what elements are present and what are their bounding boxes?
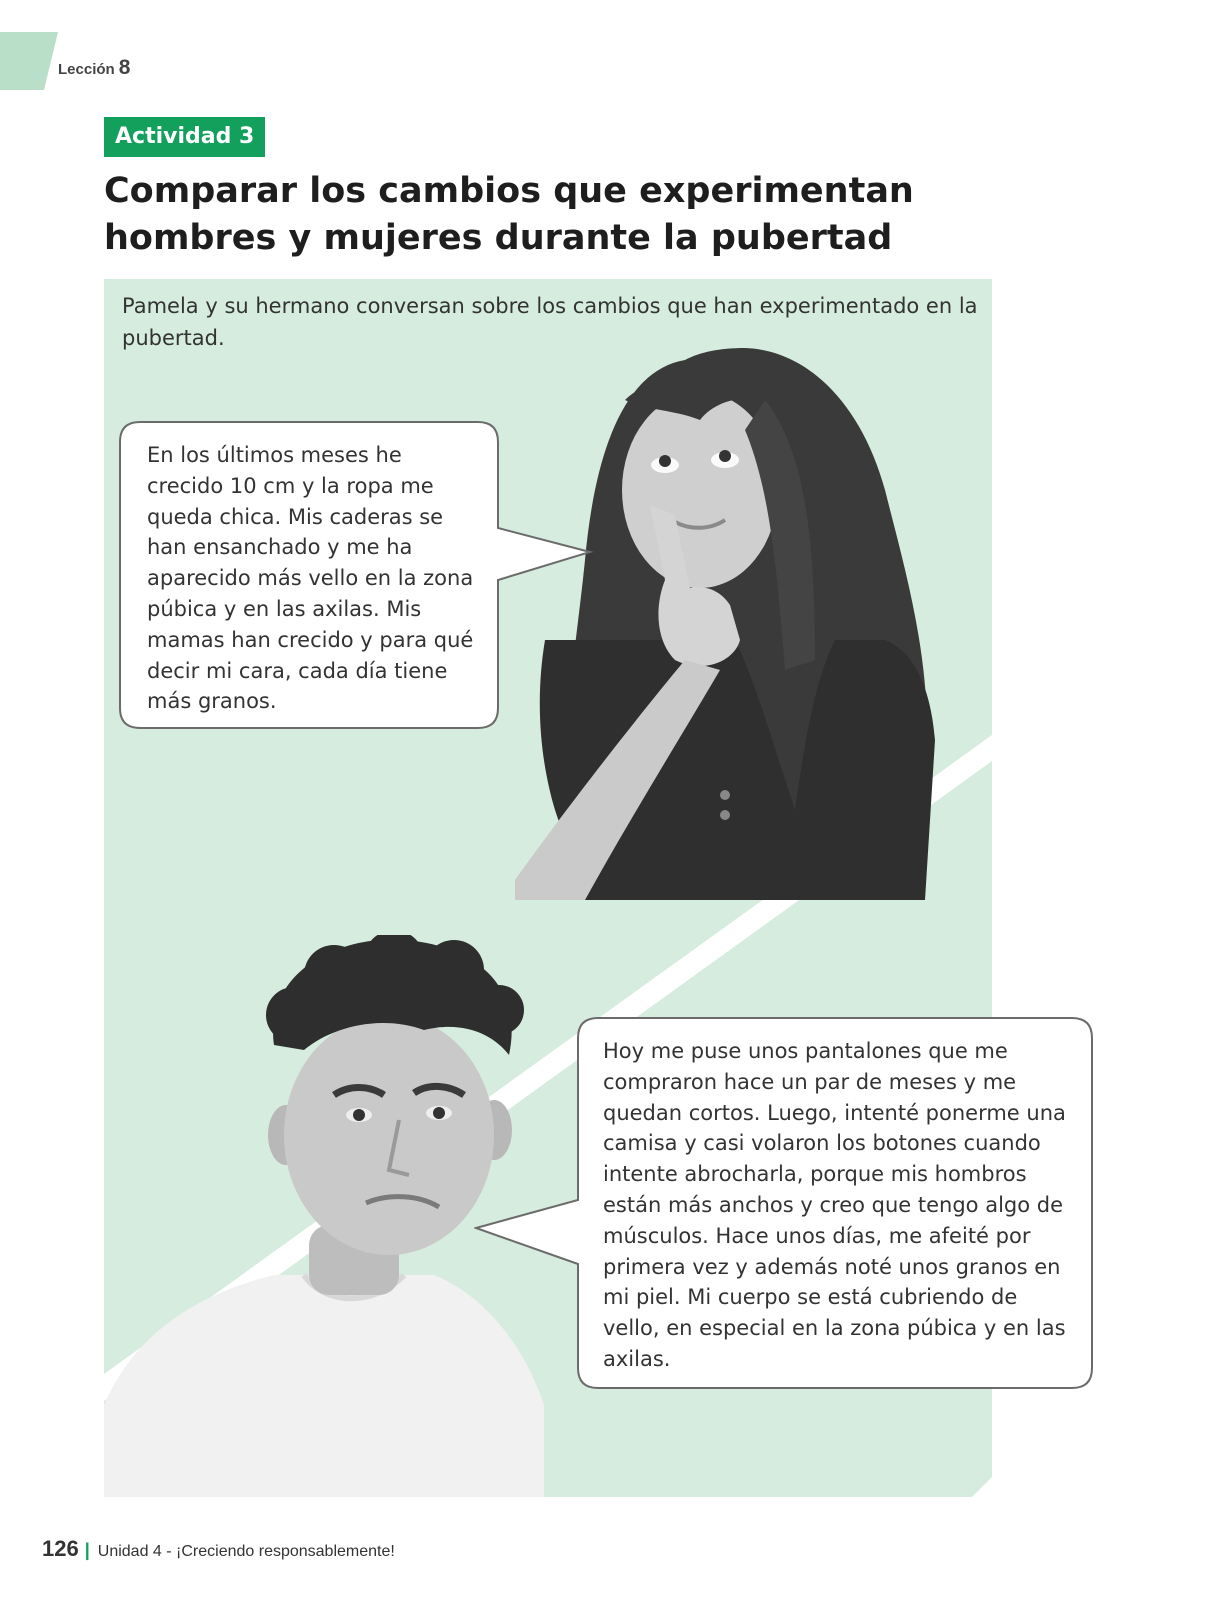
unit-title: Unidad 4 - ¡Creciendo responsablemente! [97,1543,395,1560]
intro-text: Pamela y su hermano conversan sobre los cambios que han experimentado en la pubertad. [122,294,978,350]
lesson-number: 8 [118,56,131,79]
lesson-word: Lección [58,61,115,78]
lesson-label [58,56,130,80]
activity-badge: Actividad 3 [104,117,265,157]
page-number: 126 [42,1536,79,1561]
lesson-tab-shape [0,32,58,90]
girl-dialogue: En los últimos meses he crecido 10 cm y la ropa me queda chica. Mis caderas se han ensanchado y me ha aparecido más vello en la zona púbica y en las axilas. Mis mamas han crecido y para qué decir mi cara, cada día tiene más granos. [147,443,474,714]
boy-dialogue: Hoy me puse unos pantalones que me compraron hace un par de meses y me quedan cortos. Luego, intenté ponerme una camisa y casi volaron los botones cuando intente abrocharla, porque mis hombros están más anchos y creo que tengo algo de músculos. Hace unos días, me afeité por primera vez y además noté unos granos en mi piel. Mi cuerpo se está cubriendo de vello, en especial en la zona púbica y en las axilas. [603,1039,1066,1371]
page-title: Comparar los cambios que experimentan hombres y mujeres durante la pubertad [104,171,914,258]
footer-separator: | [84,1540,90,1560]
page-footer [42,1536,395,1562]
